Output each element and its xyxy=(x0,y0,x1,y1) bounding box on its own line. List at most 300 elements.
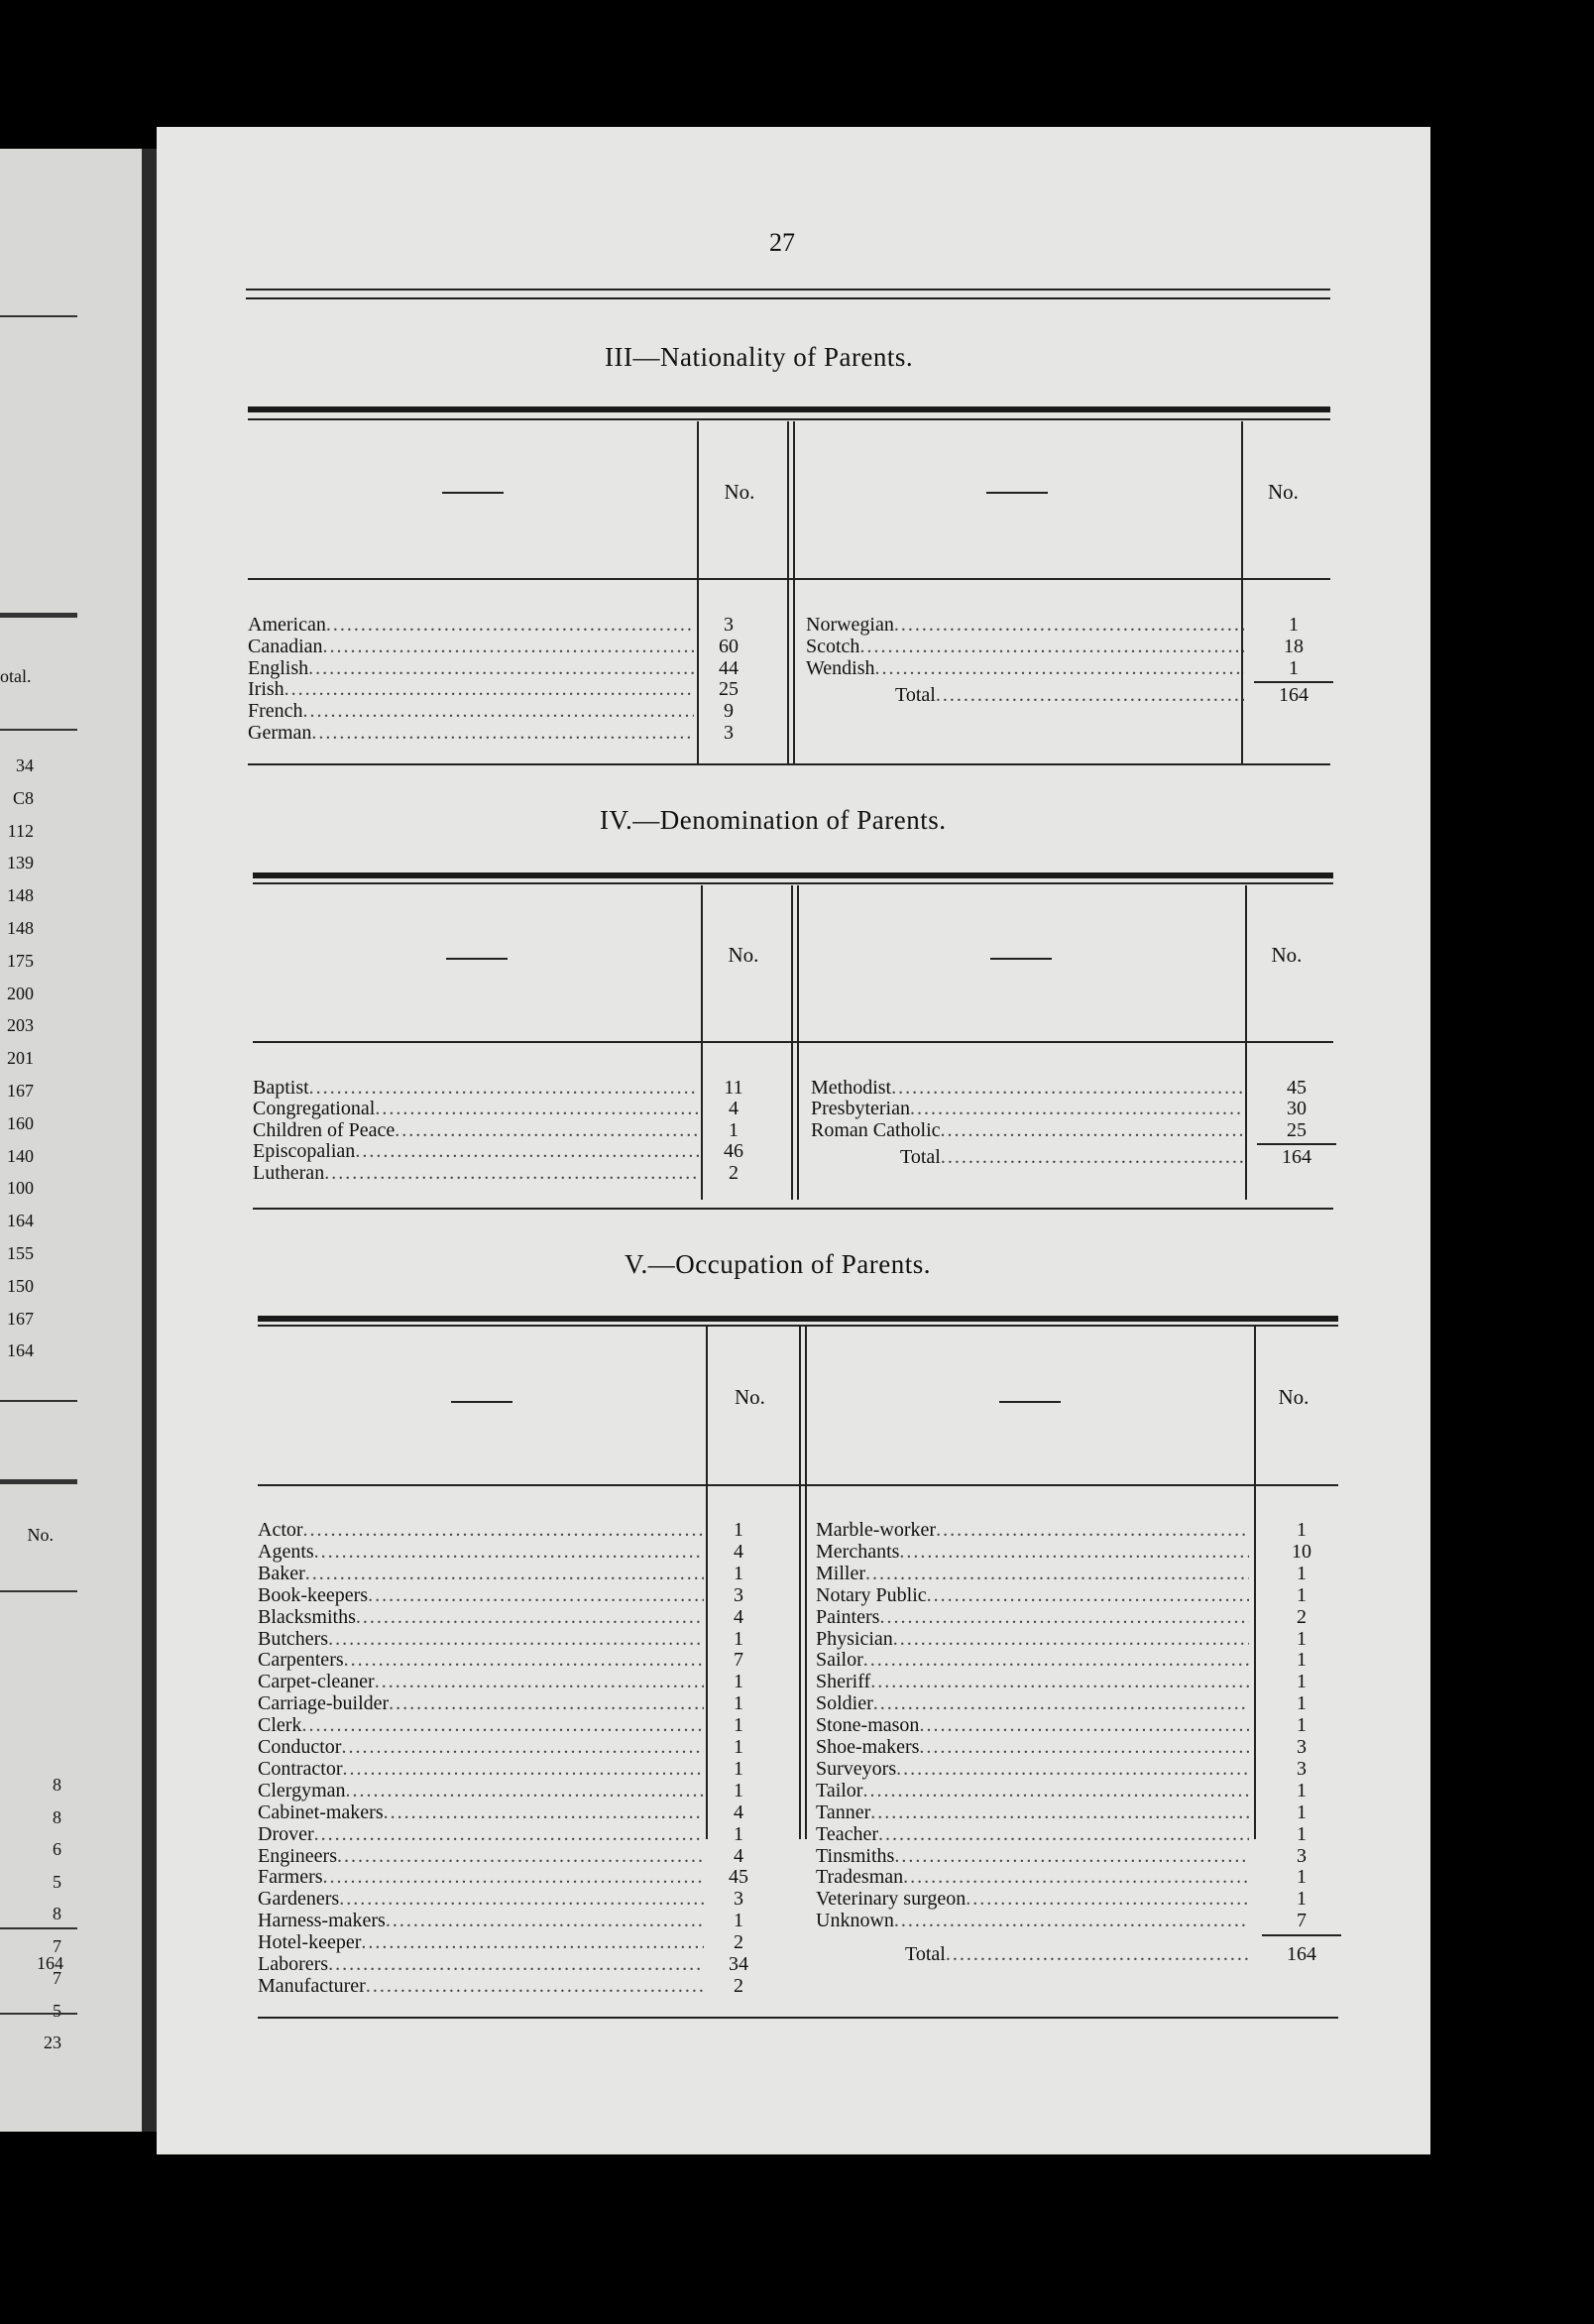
row-label: Congregational xyxy=(253,1099,376,1120)
column-divider xyxy=(805,1327,807,1839)
table-bottom-rule xyxy=(258,2017,1338,2019)
table-row xyxy=(258,1737,704,1758)
table-top-rule xyxy=(253,872,1333,878)
left-page-rule xyxy=(0,729,77,731)
row-value: 18 xyxy=(1284,635,1304,657)
row-value: 1 xyxy=(734,1692,743,1715)
table-row xyxy=(253,1120,699,1141)
left-page-value: 5 xyxy=(53,1871,61,1892)
row-label: Marble-worker xyxy=(816,1520,937,1541)
table-row xyxy=(258,1976,704,1997)
table-row xyxy=(816,1607,1249,1628)
leader-dots xyxy=(326,615,694,636)
total-value: 164 xyxy=(1282,1146,1311,1169)
row-value: 4 xyxy=(734,1844,743,1867)
left-page-rule xyxy=(0,1400,77,1402)
no-header: No. xyxy=(1271,943,1303,967)
row-label: Carriage-builder xyxy=(258,1693,390,1715)
row-label: Roman Catholic xyxy=(811,1119,941,1141)
leader-dots xyxy=(328,1954,704,1975)
leader-dots xyxy=(368,1585,704,1606)
leader-dots xyxy=(899,1542,1249,1563)
left-page-value: 155 xyxy=(7,1243,34,1263)
left-page-value: 8 xyxy=(53,1806,61,1827)
row-label: Painters xyxy=(816,1606,880,1628)
row-value: 1 xyxy=(734,1671,743,1693)
table-row xyxy=(248,679,694,700)
table-top-rule xyxy=(248,407,1330,412)
leader-dots xyxy=(343,1759,704,1780)
left-page-value: 7 xyxy=(53,1935,61,1956)
sum-rule xyxy=(1257,1143,1336,1145)
row-label: Baptist xyxy=(253,1078,309,1099)
left-page-value: 140 xyxy=(7,1145,34,1166)
leader-dots xyxy=(314,1542,704,1563)
row-value: 3 xyxy=(724,722,734,744)
leader-dots xyxy=(301,1715,704,1736)
sum-rule xyxy=(1254,681,1333,683)
leader-dots xyxy=(946,1944,1249,1965)
table-top-rule xyxy=(258,1316,1338,1322)
row-label: Clergyman xyxy=(258,1780,346,1801)
left-page-rule xyxy=(0,1590,77,1592)
leader-dots xyxy=(366,1976,704,1997)
leader-dots xyxy=(891,1078,1244,1099)
left-page-value: 23 xyxy=(44,2033,61,2052)
row-label: Veterinary surgeon xyxy=(816,1889,967,1911)
row-value: 4 xyxy=(734,1605,743,1628)
section-title: III—Nationality of Parents. xyxy=(605,342,914,372)
row-label: Contractor xyxy=(258,1758,343,1780)
row-label: Soldier xyxy=(816,1693,873,1715)
row-value: 7 xyxy=(734,1649,743,1672)
leader-dots xyxy=(355,1141,699,1162)
sum-rule xyxy=(1262,1934,1341,1936)
row-label: Manufacturer xyxy=(258,1975,366,1997)
row-value: 45 xyxy=(729,1866,748,1889)
column-divider xyxy=(1254,1327,1256,1839)
left-page-value: 8 xyxy=(53,1904,61,1923)
table-row xyxy=(258,1585,704,1606)
table-row xyxy=(248,615,694,636)
row-value: 7 xyxy=(1297,1910,1307,1932)
row-value: 4 xyxy=(734,1801,743,1823)
row-label: English xyxy=(248,657,309,679)
leader-dots xyxy=(311,723,694,744)
left-page-rule xyxy=(0,1927,77,1929)
row-value: 1 xyxy=(734,1822,743,1845)
header-dash xyxy=(999,1401,1061,1403)
row-value: 1 xyxy=(1297,1519,1307,1541)
table-bottom-rule xyxy=(253,1208,1333,1210)
left-page-rule xyxy=(0,613,77,618)
left-page-value: 5 xyxy=(53,2000,61,2021)
table-top-rule xyxy=(248,418,1330,420)
table-row xyxy=(258,1693,704,1714)
leader-dots xyxy=(878,1824,1249,1845)
table-row xyxy=(816,1650,1249,1671)
table-row xyxy=(258,1607,704,1628)
row-label: Carpenters xyxy=(258,1650,344,1672)
leader-dots xyxy=(324,1163,699,1184)
row-value: 1 xyxy=(734,1757,743,1780)
row-value: 46 xyxy=(724,1140,743,1163)
leader-dots xyxy=(903,1867,1249,1888)
table-row xyxy=(816,1802,1249,1823)
table-row xyxy=(816,1911,1249,1931)
total-label: Total xyxy=(900,1147,941,1169)
left-page-rule xyxy=(0,2013,77,2015)
table-row xyxy=(816,1715,1249,1736)
row-value: 1 xyxy=(734,1910,743,1932)
left-page-col2-total: 164 xyxy=(37,1953,63,1973)
leader-dots xyxy=(919,1737,1249,1758)
leader-dots xyxy=(936,1520,1249,1541)
row-value: 1 xyxy=(1297,1671,1307,1693)
row-label: Butchers xyxy=(258,1628,329,1650)
left-page-value: 7 xyxy=(53,1968,61,1988)
table-row xyxy=(816,1889,1249,1910)
row-value: 3 xyxy=(734,1583,743,1606)
leader-dots xyxy=(356,1607,704,1628)
top-rule xyxy=(246,297,1330,299)
leader-dots xyxy=(389,1693,704,1714)
row-value: 2 xyxy=(734,1931,743,1954)
leader-dots xyxy=(966,1889,1249,1910)
leader-dots xyxy=(875,658,1245,679)
table-row xyxy=(258,1672,704,1692)
row-value: 1 xyxy=(1289,614,1299,636)
row-label: Unknown xyxy=(816,1911,894,1932)
row-value: 1 xyxy=(1297,1866,1307,1889)
row-value: 4 xyxy=(734,1540,743,1563)
table-row xyxy=(258,1911,704,1931)
row-value: 1 xyxy=(734,1627,743,1650)
row-label: Shoe-makers xyxy=(816,1737,920,1758)
row-value: 1 xyxy=(734,1714,743,1737)
row-label: Clerk xyxy=(258,1715,302,1737)
table-row xyxy=(816,1585,1249,1606)
row-value: 1 xyxy=(1297,1627,1307,1650)
row-value: 1 xyxy=(734,1519,743,1541)
header-dash xyxy=(990,958,1052,960)
leader-dots xyxy=(339,1889,704,1910)
row-label: Hotel-keeper xyxy=(258,1932,362,1954)
table-row xyxy=(248,723,694,744)
left-page-no-header: No. xyxy=(27,1525,54,1545)
row-label: Lutheran xyxy=(253,1162,325,1184)
header-dash xyxy=(446,958,508,960)
left-page-value: 100 xyxy=(7,1178,34,1199)
leader-dots xyxy=(941,1120,1244,1141)
table-row xyxy=(258,1715,704,1736)
leader-dots xyxy=(865,1564,1249,1584)
column-divider xyxy=(787,421,789,763)
row-label: Sailor xyxy=(816,1650,863,1672)
left-page-value: 148 xyxy=(7,885,34,906)
row-value: 1 xyxy=(1297,1801,1307,1823)
header-rule xyxy=(258,1484,1338,1486)
table-row xyxy=(816,1672,1249,1692)
header-dash xyxy=(451,1401,512,1403)
row-value: 2 xyxy=(734,1974,743,1997)
header-rule xyxy=(248,578,1330,580)
row-value: 1 xyxy=(734,1736,743,1758)
row-label: Book-keepers xyxy=(258,1584,369,1606)
row-value: 25 xyxy=(1287,1118,1307,1141)
no-header: No. xyxy=(735,1385,765,1409)
leader-dots xyxy=(384,1802,704,1823)
table-bottom-rule xyxy=(248,763,1330,765)
column-divider xyxy=(799,1327,801,1839)
leader-dots xyxy=(305,1564,704,1584)
left-page-value: 160 xyxy=(7,1112,34,1133)
leader-dots xyxy=(919,1715,1249,1736)
leader-dots xyxy=(303,701,694,722)
row-value: 9 xyxy=(724,700,734,723)
left-page-value: 150 xyxy=(7,1275,34,1296)
row-label: Blacksmiths xyxy=(258,1606,356,1628)
section-title: IV.—Denomination of Parents. xyxy=(600,805,947,835)
row-label: Gardeners xyxy=(258,1889,340,1911)
column-divider xyxy=(1241,421,1243,763)
row-label: German xyxy=(248,723,312,744)
section-title: V.—Occupation of Parents. xyxy=(625,1249,931,1279)
table-row xyxy=(258,1781,704,1801)
left-page-rule xyxy=(0,315,77,317)
leader-dots xyxy=(341,1737,704,1758)
row-value: 25 xyxy=(719,678,739,701)
left-page-value: 203 xyxy=(7,1015,34,1036)
table-row xyxy=(816,1520,1249,1541)
leader-dots xyxy=(894,1846,1249,1867)
table-row xyxy=(816,1629,1249,1650)
header-rule xyxy=(253,1041,1333,1043)
row-value: 1 xyxy=(1297,1888,1307,1911)
table-row xyxy=(816,1846,1249,1867)
left-page-value: 148 xyxy=(7,918,34,938)
table-row xyxy=(258,1629,704,1650)
row-label: Norwegian xyxy=(806,615,894,636)
leader-dots xyxy=(308,658,694,679)
row-value: 1 xyxy=(1297,1779,1307,1801)
table-row xyxy=(258,1846,704,1867)
row-label: Stone-mason xyxy=(816,1715,920,1737)
row-value: 1 xyxy=(1289,656,1299,679)
column-divider xyxy=(793,421,795,763)
row-label: Carpet-cleaner xyxy=(258,1672,375,1693)
total-row xyxy=(905,1944,1249,1965)
row-label: Scotch xyxy=(806,636,860,657)
left-page-value: 164 xyxy=(7,1211,34,1231)
row-value: 2 xyxy=(1297,1605,1307,1628)
table-row xyxy=(811,1099,1244,1119)
leader-dots xyxy=(346,1781,704,1801)
row-label: Children of Peace xyxy=(253,1119,396,1141)
leader-dots xyxy=(863,1650,1249,1671)
leader-dots xyxy=(361,1932,704,1953)
table-row xyxy=(816,1737,1249,1758)
table-row xyxy=(253,1141,699,1162)
leader-dots xyxy=(936,685,1244,706)
row-value: 45 xyxy=(1287,1077,1307,1099)
row-value: 34 xyxy=(729,1953,748,1975)
row-value: 3 xyxy=(724,614,734,636)
top-rule xyxy=(246,289,1330,290)
row-label: Engineers xyxy=(258,1845,337,1867)
row-label: Conductor xyxy=(258,1737,342,1758)
row-value: 44 xyxy=(719,656,739,679)
row-label: Surveyors xyxy=(816,1758,897,1780)
left-page-value: 167 xyxy=(7,1081,34,1101)
left-page-total-header: otal. xyxy=(0,666,32,686)
row-label: Agents xyxy=(258,1541,314,1563)
table-row xyxy=(258,1824,704,1845)
table-row xyxy=(816,1759,1249,1780)
left-page-value: 34 xyxy=(16,755,34,775)
leader-dots xyxy=(870,1672,1249,1692)
table-row xyxy=(258,1542,704,1563)
leader-dots xyxy=(323,1867,704,1888)
row-label: Harness-makers xyxy=(258,1911,386,1932)
leader-dots xyxy=(328,1629,704,1650)
row-value: 1 xyxy=(1297,1562,1307,1584)
leader-dots xyxy=(894,615,1244,636)
total-row xyxy=(895,685,1244,706)
row-value: 1 xyxy=(1297,1583,1307,1606)
table-row xyxy=(258,1889,704,1910)
row-label: Tanner xyxy=(816,1801,871,1823)
left-page-value: 139 xyxy=(7,853,34,873)
total-value: 164 xyxy=(1287,1943,1316,1966)
leader-dots xyxy=(337,1846,704,1867)
row-value: 2 xyxy=(729,1161,739,1184)
row-label: Irish xyxy=(248,679,285,701)
row-label: Cabinet-makers xyxy=(258,1801,384,1823)
leader-dots xyxy=(893,1629,1249,1650)
row-label: Teacher xyxy=(816,1823,878,1845)
left-page-value: 6 xyxy=(53,1839,61,1859)
leader-dots xyxy=(941,1147,1244,1168)
left-page-value: 201 xyxy=(7,1048,34,1069)
row-value: 1 xyxy=(734,1779,743,1801)
table-row xyxy=(816,1693,1249,1714)
table-row xyxy=(806,637,1244,657)
left-page-value: C8 xyxy=(12,787,34,808)
table-row xyxy=(816,1564,1249,1584)
left-page-value: 167 xyxy=(7,1308,34,1329)
leader-dots xyxy=(870,1802,1249,1823)
table-row xyxy=(258,1650,704,1671)
leader-dots xyxy=(927,1585,1249,1606)
table-row xyxy=(258,1759,704,1780)
table-row xyxy=(811,1078,1244,1099)
leader-dots xyxy=(309,1078,699,1099)
row-value: 3 xyxy=(1297,1844,1307,1867)
table-row xyxy=(253,1078,699,1099)
row-value: 4 xyxy=(729,1098,739,1120)
leader-dots xyxy=(375,1672,704,1692)
leader-dots xyxy=(344,1650,704,1671)
row-value: 30 xyxy=(1287,1098,1307,1120)
column-divider xyxy=(706,1327,708,1839)
row-value: 1 xyxy=(1297,1822,1307,1845)
leader-dots xyxy=(894,1911,1249,1931)
leader-dots xyxy=(862,1781,1249,1801)
table-row xyxy=(811,1120,1244,1141)
row-value: 1 xyxy=(1297,1714,1307,1737)
row-label: Notary Public xyxy=(816,1584,927,1606)
table-row xyxy=(258,1867,704,1888)
total-row xyxy=(900,1147,1244,1168)
table-row xyxy=(248,658,694,679)
no-header: No. xyxy=(1278,1385,1309,1409)
row-label: Wendish xyxy=(806,657,875,679)
leader-dots xyxy=(386,1911,704,1931)
left-page-value: 164 xyxy=(7,1340,34,1361)
leader-dots xyxy=(314,1824,704,1845)
row-label: Methodist xyxy=(811,1078,892,1099)
left-page-fragment xyxy=(0,149,142,2132)
table-row xyxy=(248,637,694,657)
row-label: Farmers xyxy=(258,1867,323,1889)
table-row xyxy=(258,1564,704,1584)
table-row xyxy=(258,1932,704,1953)
row-label: Miller xyxy=(816,1563,865,1584)
no-header: No. xyxy=(728,943,759,967)
table-row xyxy=(253,1099,699,1119)
leader-dots xyxy=(303,1520,704,1541)
left-page-value: 8 xyxy=(53,1775,61,1795)
row-label: Physician xyxy=(816,1628,893,1650)
row-label: Tailor xyxy=(816,1780,863,1801)
header-dash xyxy=(442,492,504,494)
leader-dots xyxy=(859,637,1244,657)
table-row xyxy=(248,701,694,722)
row-label: Canadian xyxy=(248,636,323,657)
leader-dots xyxy=(896,1759,1249,1780)
leader-dots xyxy=(323,637,694,657)
row-value: 10 xyxy=(1292,1540,1311,1563)
table-row xyxy=(253,1163,699,1184)
row-label: Episcopalian xyxy=(253,1141,356,1163)
leader-dots xyxy=(879,1607,1249,1628)
row-value: 3 xyxy=(1297,1736,1307,1758)
table-top-rule xyxy=(258,1325,1338,1327)
row-value: 1 xyxy=(1297,1649,1307,1672)
table-row xyxy=(816,1867,1249,1888)
table-row xyxy=(258,1520,704,1541)
row-label: Laborers xyxy=(258,1954,329,1975)
leader-dots xyxy=(285,679,694,700)
row-value: 1 xyxy=(1297,1692,1307,1715)
left-page-value: 200 xyxy=(7,983,34,1003)
row-label: Drover xyxy=(258,1823,314,1845)
header-dash xyxy=(986,492,1048,494)
row-label: Tradesman xyxy=(816,1867,904,1889)
row-label: Tinsmiths xyxy=(816,1845,895,1867)
table-row xyxy=(806,658,1244,679)
row-label: Merchants xyxy=(816,1541,900,1563)
row-label: Actor xyxy=(258,1520,303,1541)
left-page-rule xyxy=(0,1479,77,1484)
left-page-value: 175 xyxy=(7,950,34,971)
leader-dots xyxy=(910,1099,1244,1119)
table-row xyxy=(806,615,1244,636)
table-row xyxy=(816,1781,1249,1801)
row-value: 11 xyxy=(724,1077,743,1099)
row-label: Baker xyxy=(258,1563,305,1584)
